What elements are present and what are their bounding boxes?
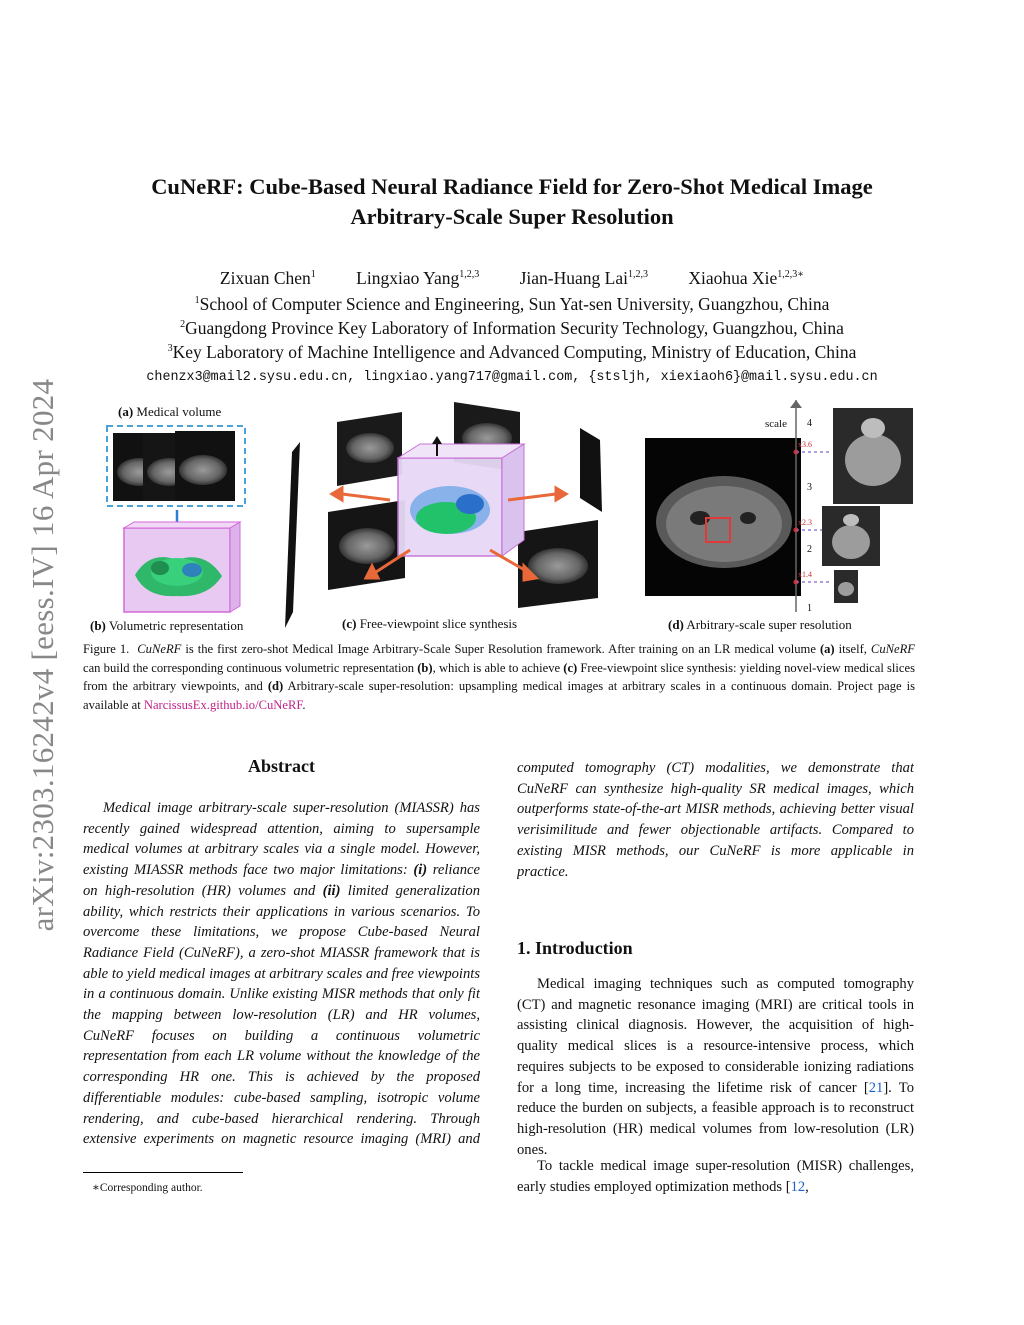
title-line-1: CuNeRF: Cube-Based Neural Radiance Field for Zero-Shot Medical Image xyxy=(151,174,873,199)
arxiv-side-stamp xyxy=(20,350,66,960)
footnote: ∗Corresponding author. xyxy=(92,1182,203,1194)
paper-title xyxy=(100,172,924,232)
scale-tick: 3 xyxy=(807,482,812,493)
author xyxy=(356,268,479,288)
intro-paragraph-2: To tackle medical image super-resolution (MISR) challenges, early studies employed optimization methods [12, xyxy=(517,1158,914,1195)
scale-tick: 2 xyxy=(807,544,812,555)
affiliation xyxy=(60,342,964,363)
center-cube xyxy=(398,444,524,556)
project-page-link[interactable]: NarcissusEx.github.io/CuNeRF xyxy=(143,697,303,712)
abstract-body: Medical image arbitrary-scale super-resolution (MIASSR) has recently gained widespread attention, aiming to supersample medical volumes at arbitrary scales via a single model. However, existing MIASSR methods face two major limitations: (i) reliance on high-resolution (HR) volumes and (ii) limited generalization ability, which restricts their applications in various scenarios. To overcome these limitations, we propose Cube-based Neural Radiance Field (CuNeRF), a zero-shot MIASSR framework that is able to yield medical images at arbitrary scales and free viewpoints in a continuous domain. Unlike existing MISR methods that only fit the mapping between low-resolution (LR) and HR volumes, CuNeRF focuses on building a continuous volumetric representation from each LR volume without the knowledge of the corresponding HR one. This is achieved by the proposed differentiable modules: cube-based sampling, isotropic volume rendering, and cube-based hierarchical rendering. Through extensive experiments on magnetic resource imaging (MRI) and xyxy=(83,800,480,1148)
ct-slice-stack xyxy=(113,431,235,501)
title-line-2: Arbitrary-Scale Super Resolution xyxy=(350,204,674,229)
scale-mark: x1.4 xyxy=(798,570,812,579)
author-name: Zixuan Chen xyxy=(219,268,311,288)
author-name: Lingxiao Yang xyxy=(356,268,460,288)
citation-link[interactable]: 12 xyxy=(790,1178,806,1195)
figure-graphic xyxy=(80,400,950,636)
author-name: Xiaohua Xie xyxy=(688,268,778,288)
panel-c-label: (c) Free-viewpoint slice synthesis xyxy=(342,616,518,631)
volumetric-cube xyxy=(124,522,240,612)
author-emails: chenzx3@mail2.sysu.edu.cn, lingxiao.yang717@gmail.com, {stsljh, xiexiaoh6}@mail.sysu.edu.cn xyxy=(146,370,878,385)
footnote-rule xyxy=(83,1172,243,1173)
scale-tick: 1 xyxy=(807,603,812,614)
author xyxy=(220,268,316,288)
author-sup: 1,2,3∗ xyxy=(777,269,805,281)
author-sup: 1,2,3 xyxy=(627,269,648,281)
affiliation-sup: 3 xyxy=(167,343,173,355)
affiliation-sup: 2 xyxy=(180,319,186,331)
scale-axis-label: scale xyxy=(765,418,787,430)
abstract-heading: Abstract xyxy=(248,756,315,776)
introduction-heading: 1. Introduction xyxy=(517,938,633,958)
affiliation-sup: 1 xyxy=(194,295,200,307)
affiliation-text: Guangdong Province Key Laboratory of Information Security Technology, Guangzhou, China xyxy=(185,318,844,338)
author xyxy=(688,268,804,288)
intro-paragraph-1: Medical imaging techniques such as computed tomography (CT) and magnetic resonance imaging (MRI) are critical tools in assisting clinical diagnosis. However, the acquisition of high-quality medical slices is a resource-intensive process, which requires subjects to be exposed to considerable ionizing radiations for a long time, increasing the lifetime risk of cancer [21]. To reduce the burden on subjects, a feasible approach is to reconstruct high-resolution (HR) medical volumes from low-resolution (LR) ones. xyxy=(517,976,915,1158)
affiliation xyxy=(60,318,964,339)
affiliation-text: School of Computer Science and Engineering, Sun Yat-sen University, Guangzhou, China xyxy=(199,294,830,314)
scale-mark: x2.3 xyxy=(798,518,812,527)
author xyxy=(520,268,648,288)
arxiv-id-text: arXiv:2303.16242v4 [eess.IV] 16 Apr 2024 xyxy=(25,378,60,932)
scale-mark: x3.6 xyxy=(798,440,812,449)
panel-b-label: (b) Volumetric representation xyxy=(90,618,244,633)
zoomed-crops xyxy=(822,408,913,603)
figure-caption: Figure 1. CuNeRF is the first zero-shot Medical Image Arbitrary-Scale Super Resolution framework. After training on an LR medical volume (a) itself, CuNeRF can build the corresponding continuous volumetric representation (b), which is able to achieve (c) Free-viewpoint slice synthesis: yielding novel-view medical slices from the arbitrary viewpoints, and (d) Arbitrary-scale super-resolution: upsampling medical images at arbitrary scales in a continuous domain. Project page is available at NarcissusEx.github.io/CuNeRF. xyxy=(83,642,916,712)
panel-d-label: (d) Arbitrary-scale super resolution xyxy=(668,617,852,632)
author-sup: 1 xyxy=(310,269,316,281)
abstract-continuation-text: computed tomography (CT) modalities, we demonstrate that CuNeRF can synthesize high-quality SR medical images, which outperforms state-of-the-art MISR methods, achieving better visual verisimilitude and fewer objectionable artifacts. Compared to existing MISR methods, our CuNeRF is more applicable in practice. xyxy=(517,760,914,880)
author-list xyxy=(100,268,924,289)
affiliation xyxy=(60,294,964,315)
author-name: Jian-Huang Lai xyxy=(519,268,628,288)
affiliation-text: Key Laboratory of Machine Intelligence and Advanced Computing, Ministry of Education, China xyxy=(172,342,857,362)
panel-a-label: (a) Medical volume xyxy=(118,404,222,419)
author-sup: 1,2,3 xyxy=(459,269,480,281)
figure-1 xyxy=(80,400,950,636)
scale-tick: 4 xyxy=(807,418,812,429)
citation-link[interactable]: 21 xyxy=(868,1079,884,1096)
abstract-continuation xyxy=(517,758,914,902)
caption-label: Figure 1. xyxy=(83,642,130,656)
